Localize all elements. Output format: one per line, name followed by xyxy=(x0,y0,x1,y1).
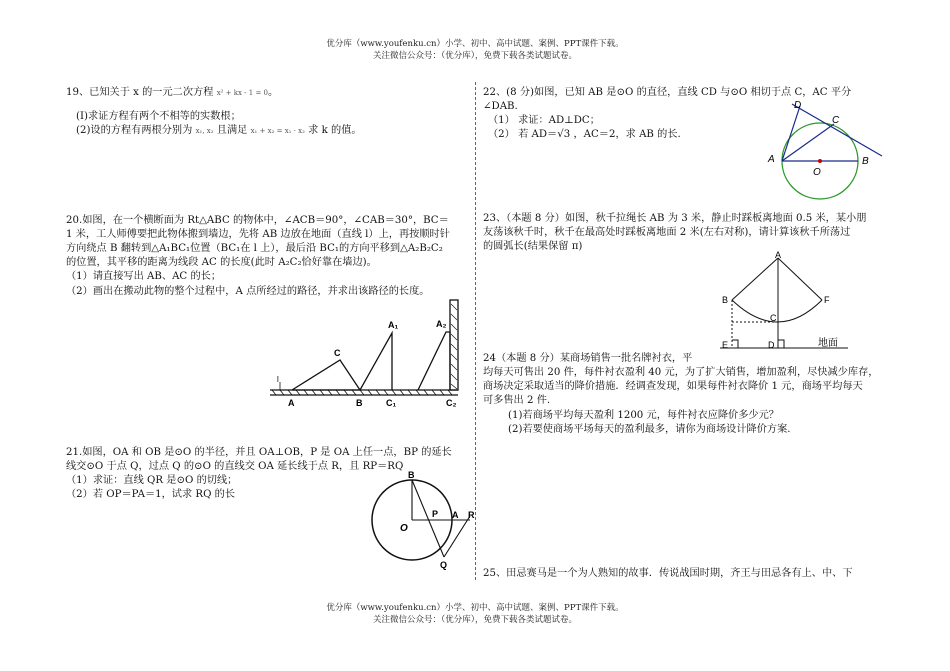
q21-label-o: O xyxy=(400,523,408,534)
q23-line-2: 友荡该秋千时，秋千在最高处时踩板离地面 2 米(左右对称)，请计算该秋千所荡过 xyxy=(483,227,851,238)
q20-line-5: （1）请直接写出 AB、AC 的长； xyxy=(66,271,222,282)
label-c2: C₂ xyxy=(446,398,457,408)
q21-label-p: P xyxy=(432,509,439,519)
q23-figure xyxy=(714,250,854,354)
q19-part2-c: 求 k 的值。 xyxy=(308,125,362,136)
q23-label-c: C xyxy=(770,313,777,323)
q21-line-3: （1）求证：直线 QR 是⊙O 的切线； xyxy=(66,475,238,486)
footer-line-2: 关注微信公众号：（优分库），免费下载各类试题试卷。 xyxy=(372,615,577,625)
q23-label-b: B xyxy=(722,295,729,305)
q20-line-6: （2）画出在搬动此物的整个过程中，A 点所经过的路径，并求出该路径的长度。 xyxy=(66,286,430,297)
q20-line-1: 20.如图，在一个横断面为 Rt△ABC 的物体中，∠ACB＝90°，∠CAB＝30°，BC＝ xyxy=(66,215,449,226)
triangle-a1bc1 xyxy=(360,333,392,390)
label-a2: A₂ xyxy=(436,319,447,329)
q24-line-4: 可多售出 2 件. xyxy=(483,395,551,406)
q22-label-d: D xyxy=(794,100,802,111)
q19-part2-a: (2)设的方程有两根分别为 xyxy=(76,125,193,136)
q23-label-a: A xyxy=(775,250,782,260)
q23-label-f: F xyxy=(824,295,830,305)
q21-label-b: B xyxy=(408,470,415,480)
q20-line-3: 方向绕点 B 翻转到△A₁BC₁位置（BC₁在 l 上），最后沿 BC₁的方向平移到△A₂B₂C₂ xyxy=(66,243,443,254)
q19-stem-text: 19、已知关于 x 的一元二次方程 xyxy=(66,87,214,98)
page-header xyxy=(0,38,950,62)
label-l: l xyxy=(277,375,279,384)
q23-label-e: E xyxy=(722,340,729,350)
header-line-1: 优分库（www.youfenku.cn）小学、初中、高中试题、案例、PPT课件下载。 xyxy=(326,39,624,49)
q22-line-3: （1） 求证：AD⊥DC； xyxy=(488,115,600,126)
q21-line-1: 21.如图，OA 和 OB 是⊙O 的半径，并且 OA⊥OB，P 是 OA 上任一点，BP 的延长 xyxy=(66,447,452,458)
label-c: C xyxy=(334,348,341,358)
q19-part2-b: 且满足 xyxy=(216,125,248,136)
q23-label-ground: 地面 xyxy=(818,338,838,349)
q20-line-2: 1 米，工人师傅要把此物体搬到墙边，先将 AB 边放在地面（直线 l）上，再按顺时针 xyxy=(66,229,450,240)
q19-part1: (I)求证方程有两个不相等的实数根； xyxy=(76,111,241,122)
triangle-abc xyxy=(292,360,360,390)
q19-eq-end: 。 xyxy=(267,87,279,98)
q21-label-r: R xyxy=(468,510,475,520)
q19-equation: x² + kx - 1 = 0 xyxy=(216,89,268,97)
q22-label-c: C xyxy=(832,115,840,126)
q24-line-5: (1)若商场平均每天盈利 1200 元，每件衬衣应降价多少元？ xyxy=(508,410,779,421)
q21-label-a: A xyxy=(452,510,459,520)
q19-condition: x₁ + x₂ = x₁ · x₂ xyxy=(250,127,305,135)
q22-line-2: ∠DAB. xyxy=(483,101,518,112)
q20-figure xyxy=(268,298,468,410)
q24-line-1: 24（本题 8 分）某商场销售一批名牌衬衣，平 xyxy=(483,353,693,364)
q23-line-1: 23、（本题 8 分）如图，秋千拉绳长 AB 为 3 米，静止时踩板离地面 0.5 米，某小朋 xyxy=(483,213,867,224)
label-a1: A₁ xyxy=(388,320,399,330)
label-b: B xyxy=(356,398,363,408)
q24-line-6: (2)若要使商场平场每天的盈利最多，请你为商场设计降价方案. xyxy=(508,424,791,435)
label-a: A xyxy=(288,398,295,408)
page-footer xyxy=(0,602,950,626)
q23-arc xyxy=(732,300,822,322)
q24-line-3: 商场决定采取适当的降价措施．经调查发现，如果每件衬衣降价 1 元，商场平均每天 xyxy=(483,381,863,392)
q23-label-d: D xyxy=(768,340,775,350)
q22-line-1: 22、(8 分)如图，已知 AB 是⊙O 的直径，直线 CD 与⊙O 相切于点 C，AC 平分 xyxy=(483,87,852,98)
label-c1: C₁ xyxy=(386,398,397,408)
triangle-a2b2c2 xyxy=(418,332,450,390)
q21-label-q: Q xyxy=(440,560,448,570)
q22-label-b: B xyxy=(862,156,869,167)
q22-label-o: O xyxy=(813,167,821,178)
header-line-2: 关注微信公众号：（优分库），免费下载各类试题试卷。 xyxy=(372,51,577,61)
q19-part2 xyxy=(76,124,362,139)
q21-figure xyxy=(364,470,480,570)
q22-center-dot xyxy=(818,159,822,163)
q21-line-2: 线交⊙O 于点 Q，过点 Q 的⊙O 的直线交 OA 延长线于点 R，且 RP＝RQ xyxy=(66,461,404,472)
q23-line-3: 的圆弧长(结果保留 π) xyxy=(483,241,583,252)
q19-stem xyxy=(66,86,278,101)
q22-label-a: A xyxy=(768,154,775,165)
wall xyxy=(450,300,458,390)
q22-figure xyxy=(764,96,884,206)
q21-line-4: （2）若 OP＝PA＝1，试求 RQ 的长 xyxy=(66,489,236,500)
q22-tangent-cd xyxy=(792,104,882,156)
q24-line-2: 均每天可售出 20 件，每件衬衣盈利 40 元，为了扩大销售，增加盈利，尽快减少库存， xyxy=(483,367,879,378)
q25-line-1: 25、田忌赛马是一个为人熟知的故事．传说战国时期，齐王与田忌各有上、中、下 xyxy=(483,568,853,579)
q20-line-4: 的位置，其平移的距离为线段 AC 的长度(此时 A₂C₂恰好靠在墙边)。 xyxy=(66,257,377,268)
q19-roots: x₁, x₂ xyxy=(195,127,214,135)
q22-line-4: （2） 若 AD＝√3 ，AC＝2，求 AB 的长. xyxy=(488,129,681,140)
footer-line-1: 优分库（www.youfenku.cn）小学、初中、高中试题、案例、PPT课件下载。 xyxy=(326,603,624,613)
